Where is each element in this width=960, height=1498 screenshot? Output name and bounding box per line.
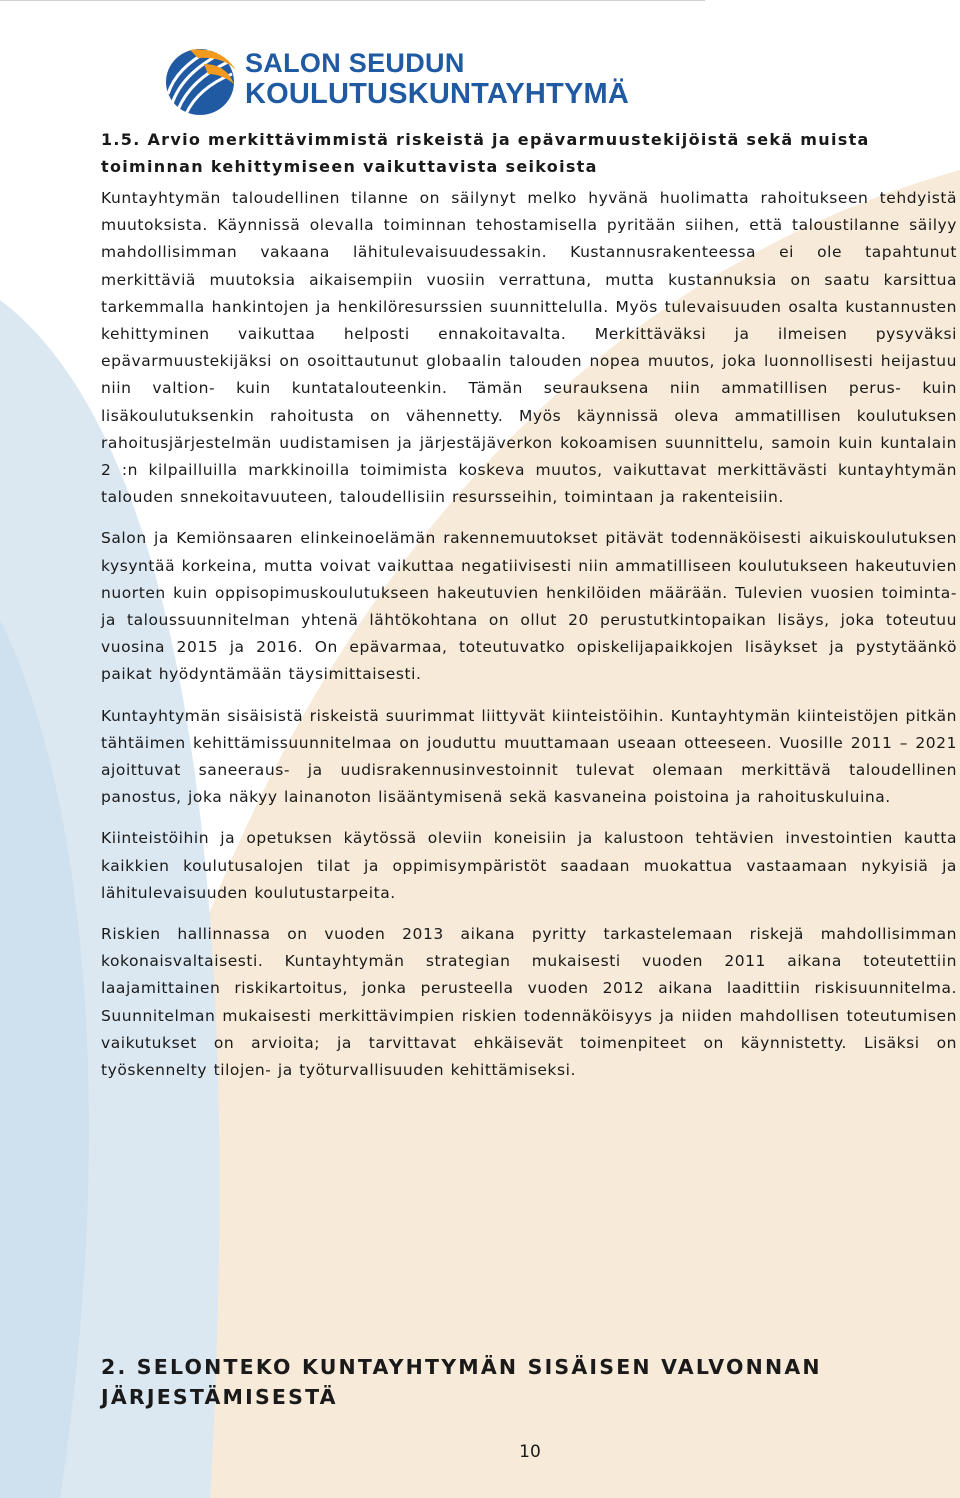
logo-mark-icon [160, 44, 240, 118]
organization-logo [160, 44, 660, 118]
paragraph-2: Salon ja Kemiönsaaren elinkeinoelämän rakennemuutokset pitävät todennäköisesti aikuiskoulutuksen kysyntää korkeina, mutta voivat vaikuttaa negatiivisesti niin ammatilliseen koulutukseen hakeutuvien nuorten kuin oppisopimuskoulutukseen hakeutuvien henkilöiden määrään. Tulevien vuosien toiminta- ja taloussuunnitelman yhtenä lähtökohtana on ollut 20 perustutkintopaikan lisäys, joka toteutuu vuosina 2015 ja 2016. On epävarmaa, toteutuvatko opiskelijapaikkojen lisäykset ja pystytäänkö paikat hyödyntämään täysimittaisesti. [101, 529, 957, 684]
logo-line1: SALON SEUDUN [245, 48, 465, 78]
page-number: 10 [519, 1442, 541, 1462]
paragraph-4: Kiinteistöihin ja opetuksen käytössä oleviin koneisiin ja kalustoon tehtävien investointien kautta kaikkien koulutusalojen tilat ja oppimisympäristöt saadaan muokattua vastaamaan nykyisiä ja lähitulevaisuuden koulutustarpeita. [101, 829, 957, 902]
paragraph-5: Riskien hallinnassa on vuoden 2013 aikana pyritty tarkastelemaan riskejä mahdollisimman kokonaisvaltaisesti. Kuntayhtymän strategian mukaisesti vuoden 2011 aikana toteutettiin laajamittainen riskikartoitus, jonka perusteella vuoden 2012 aikana laadittiin riskisuunnitelma. Suunnitelman mukaisesti merkittävimpien riskien todennäköisyys ja niiden mahdollisen toteutumisen vaikutukset on arvioita; ja tarvittavat ehkäisevät toimenpiteet on käynnistetty. Lisäksi on työskennelty tilojen- ja työturvallisuuden kehittämiseksi. [101, 925, 957, 1080]
section-heading: 1.5. Arvio merkittävimmistä riskeistä ja epävarmuustekijöistä sekä muista toiminnan kehittymiseen vaikuttavista seikoista [101, 130, 870, 176]
top-rule [0, 0, 705, 1]
main-content [101, 126, 957, 1098]
paragraph-1: Kuntayhtymän taloudellinen tilanne on säilynyt melko hyvänä huolimatta rahoitukseen tehdyistä muutoksista. Käynnissä olevalla toiminnan tehostamisella pyritään siihen, että taloustilanne säilyy mahdollisimman vakaana lähitulevaisuudessakin. Kustannusrakenteessa ei ole tapahtunut merkittäviä muutoksia aikaisempiin vuosiin verrattuna, mutta kustannuksia on saatu karsittua tarkemmalla hankintojen ja henkilöresurssien suunnittelulla. Myös tulevaisuuden osalta kustannusten kehittyminen vaikuttaa helposti ennakoitavalta. Merkittäväksi ja ilmeisen pysyväksi epävarmuustekijäksi on osoittautunut globaalin talouden nopea muutos, joka luonnollisesti heijastuu niin valtion- kuin kuntatalouteenkin. Tämän seurauksena niin ammatillisen perus- kuin lisäkoulutuksenkin rahoitusta on vähennetty. Myös käynnissä oleva ammatillisen koulutuksen rahoitusjärjestelmän uudistamisen ja järjestäjäverkon kokoamisen suunnittelu, samoin kuin kuntalain 2 :n kilpailluilla markkinoilla toimimista koskeva muutos, vaikuttavat merkittävästi kuntayhtymän talouden snnekoitavuuteen, taloudellisiin resursseihin, toimintaan ja rakenteisiin. [101, 189, 957, 507]
paragraph-3: Kuntayhtymän sisäisistä riskeistä suurimmat liittyvät kiinteistöihin. Kuntayhtymän kiinteistöjen pitkän tähtäimen kehittämissuunnitelmaa on jouduttu muuttamaan useaan otteeseen. Vuosille 2011 – 2021 ajoittuvat saneeraus- ja uudisrakennusinvestoinnit tulevat olemaan merkittävä taloudellinen panostus, joka näkyy lainanoton lisääntymisenä sekä kasvaneina poistoina ja rahoituskuluina. [101, 706, 957, 807]
logo-line2: KOULUTUSKUNTAYHTYMÄ [245, 78, 630, 110]
next-section-heading: 2. SELONTEKO KUNTAYHTYMÄN SISÄISEN VALVONNAN JÄRJESTÄMISESTÄ [101, 1355, 822, 1409]
